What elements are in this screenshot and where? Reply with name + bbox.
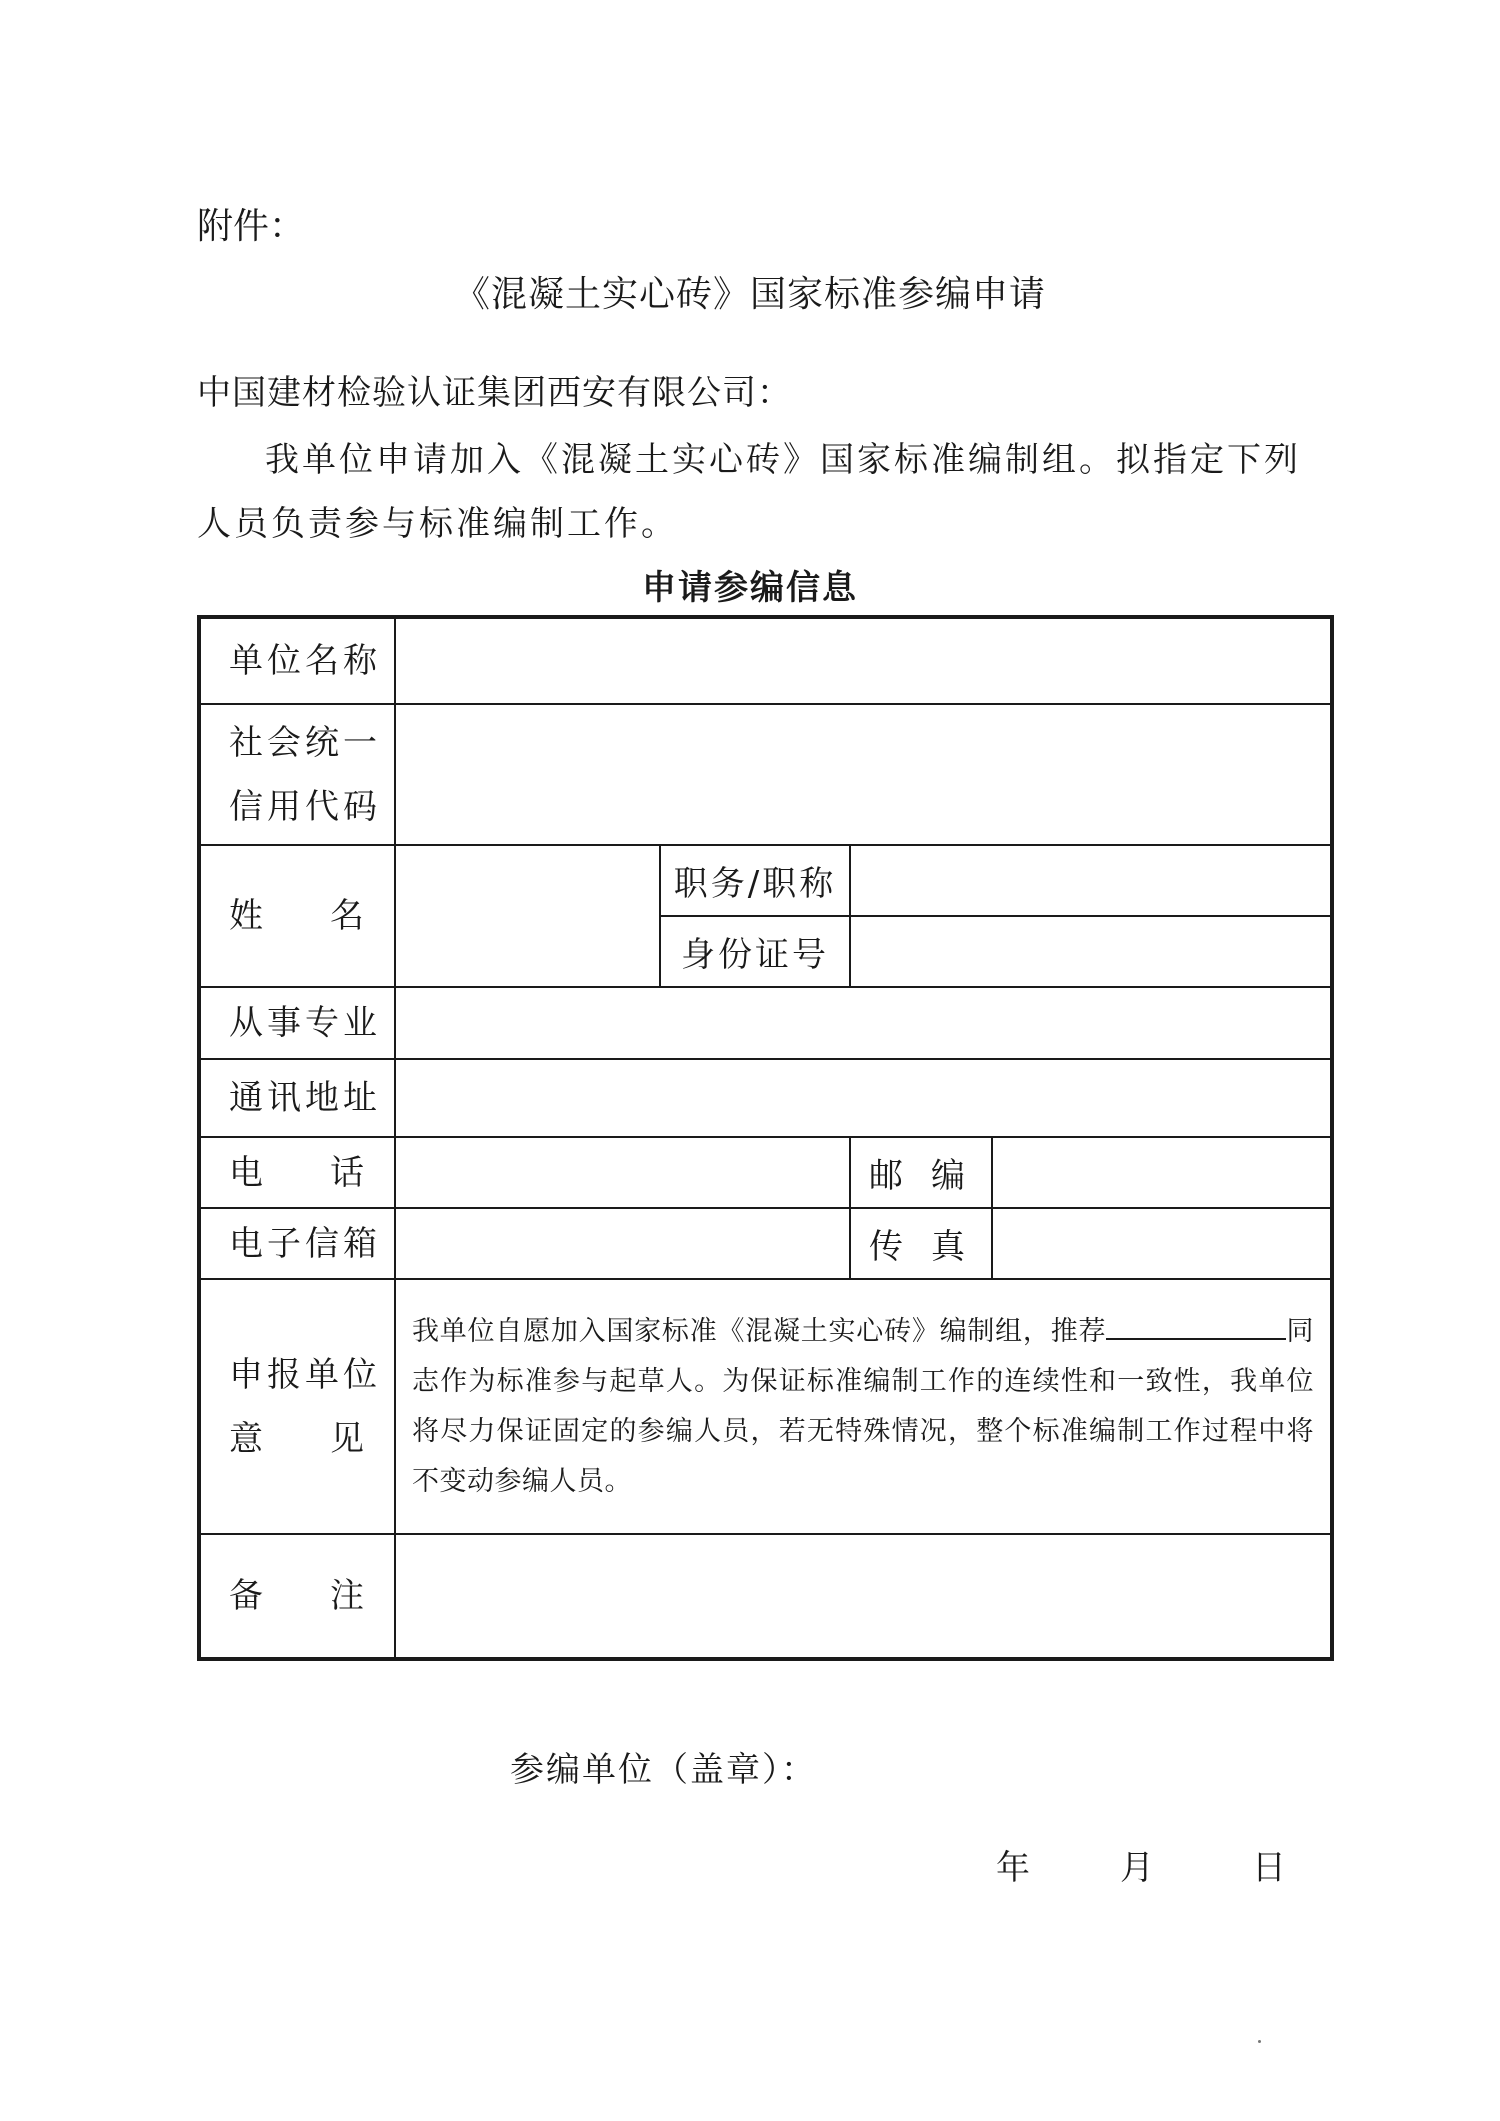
opinion-label-line1: 申报单位 [229,1354,381,1395]
name-label-char2: 名 [330,896,368,936]
date-day: 日 [1252,1848,1286,1888]
credit-code-label [199,704,395,845]
postcode-label-char2: 编 [931,1156,965,1196]
credit-code-label-line1: 社会统一 [229,722,381,763]
opinion-label-char1: 意 [229,1418,267,1459]
remarks-field[interactable] [395,1534,1332,1659]
row-opinion [199,1279,1332,1534]
remarks-label-char1: 备 [229,1576,267,1616]
postcode-label [850,1137,992,1208]
fax-label [850,1208,992,1279]
opinion-label [199,1279,395,1534]
row-major [199,987,1332,1059]
phone-label-char2: 话 [330,1152,368,1193]
id-number-label: 身份证号 [660,916,850,987]
opinion-label-char2: 见 [330,1418,368,1459]
credit-code-field[interactable] [395,704,1332,845]
row-credit-code [199,704,1332,845]
row-phone-postcode [199,1137,1332,1208]
phone-label-char1: 电 [229,1152,267,1193]
fax-label-char1: 传 [869,1227,903,1267]
scan-speck [1258,2040,1261,2043]
name-label-char1: 姓 [229,896,267,936]
email-field[interactable] [395,1208,850,1279]
row-remarks [199,1534,1332,1659]
address-field[interactable] [395,1059,1332,1137]
opinion-text [395,1279,1332,1534]
attachment-label: 附件： [197,206,306,247]
phone-field[interactable] [395,1137,850,1208]
email-label: 电子信箱 [199,1208,395,1279]
address-label: 通讯地址 [199,1059,395,1137]
postcode-label-char1: 邮 [869,1156,903,1196]
unit-name-field[interactable] [395,617,1332,704]
credit-code-label-line2: 信用代码 [229,786,381,827]
row-name-position [199,845,1332,916]
major-field[interactable] [395,987,1332,1059]
major-label: 从事专业 [199,987,395,1059]
opinion-text-after: 同志作为标准参与起草人。为保证标准编制工作的连续性和一致性，我单位将尽力保证固定的参编人员，若无特殊情况，整个标准编制工作过程中将不变动参编人员。 [412,1315,1315,1497]
name-label [199,845,395,987]
seal-label: 参编单位（盖章）： [510,1750,817,1790]
table-title: 申请参编信息 [642,568,858,608]
row-address [199,1059,1332,1137]
date-month: 月 [1120,1848,1154,1888]
remarks-label-char2: 注 [330,1576,368,1616]
document-title: 《混凝土实心砖》国家标准参编申请 [453,274,1046,315]
position-title-label: 职务/职称 [660,845,850,916]
fax-field[interactable] [992,1208,1332,1279]
postcode-field[interactable] [992,1137,1332,1208]
row-email-fax [199,1208,1332,1279]
addressee: 中国建材检验认证集团西安有限公司： [197,373,792,413]
name-field[interactable] [395,845,660,987]
recommended-person-blank[interactable] [1106,1308,1286,1340]
phone-label [199,1137,395,1208]
fax-label-char2: 真 [931,1227,965,1267]
date-year: 年 [996,1848,1030,1888]
remarks-label [199,1534,395,1659]
id-number-field[interactable] [850,916,1332,987]
application-info-table [197,615,1334,1661]
opinion-text-before: 我单位自愿加入国家标准《混凝土实心砖》编制组，推荐 [412,1315,1107,1347]
intro-paragraph: 我单位申请加入《混凝土实心砖》国家标准编制组。拟指定下列人员负责参与标准编制工作。 [197,440,1301,544]
position-title-field[interactable] [850,845,1332,916]
row-unit-name [199,617,1332,704]
unit-name-label: 单位名称 [199,617,395,704]
